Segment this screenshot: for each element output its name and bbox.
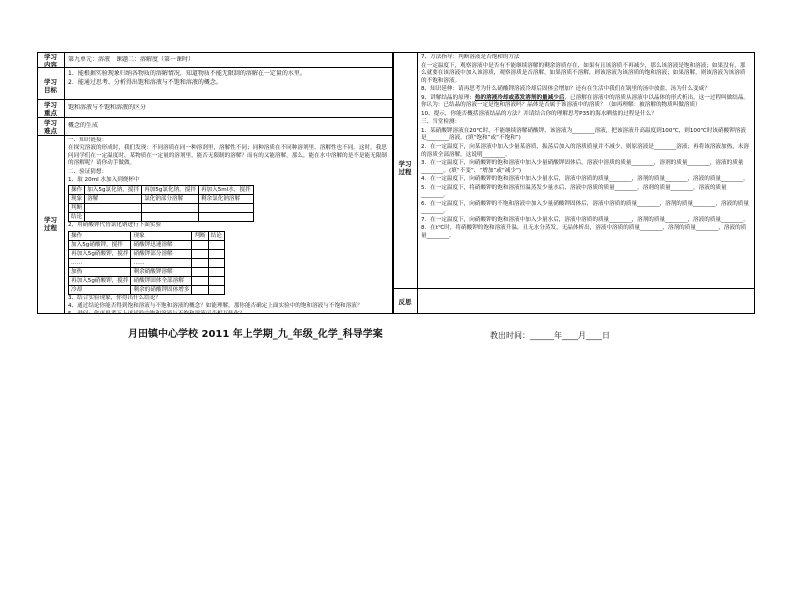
question-3: 3、结合实验现象，你得出什么结论？: [68, 294, 162, 301]
point-10: 10、提示，你能否概括溶液结晶的方法？并请结合你的理解思考P35的海水晒盐的过程是什么？: [421, 110, 657, 117]
label-reflect: 反思: [398, 298, 412, 306]
label-key: 学习 重点: [44, 101, 57, 118]
section-2-title: 二、验证猜想：: [68, 168, 108, 175]
section-1-title: 一、知识链接：: [68, 137, 108, 143]
test-5: 5．在一定温度下，将硝酸钾的饱和溶液恒温蒸发少量水后，溶液中溶质的质量________，溶剂的质量________，溶液的质量________。: [421, 184, 727, 199]
test-6: 6．在一定温度下，向硝酸钾的不饱和溶液中加入少量硝酸钾固体后，溶液中溶质的质量________，溶剂的质量________，溶液的质量________。: [421, 200, 749, 215]
point-7-title: 7、方法指导：判断溶液是否饱和的方法: [421, 54, 520, 60]
goal-1: 1．能根据实验现象归纳各物质的溶解情况，知道物质不能无限制的溶解在一定量的水里。: [68, 70, 306, 77]
experiment-1-title: 1、取 20ml 水加入到烧杯中: [68, 176, 140, 183]
point-9: 9、讲解结晶的原理：热的溶液冷却或蒸发溶剂的量减少后，已溶解在溶液中的溶质从溶液中以晶体的形式析出，这一过程叫做结晶。你认为：已结晶的溶液一定是饱和溶液吗？晶体是否属于该溶液中的溶质？（如再理解：被溶解的物质叫做溶质）: [421, 94, 750, 109]
experiment-1-table: 操作 加入5g氯化钠，搅拌 再加5g氯化钠，搅拌 再加入5ml水，搅拌 现象 溶解 氯化钠部分溶解 剩余氯化钠溶解 判断 结论: [68, 185, 254, 222]
point-7-body: 在一定温度下，观察溶液中是否有不能继续溶解的剩余溶质存在，如果有且该溶质不再减少，那么该溶液是饱和溶液；如果没有，那么就要在该溶液中加入该溶质，观察溶质是否溶解，如果溶质不溶解，则该溶液为该溶质的饱和溶液；如果溶解，则该溶液为该溶质的不饱和溶液。: [421, 62, 746, 84]
test-3: 3．在一定温度下，向硝酸钾的饱和溶液中加入少量硝酸钾固体后，溶液中溶质的质量________，溶剂的质量________，溶液的质量________。(填“不变”、“增加”或“减少”): [421, 160, 744, 174]
test-2: 2．在一定温度下，向某溶液中加入少量某溶质，振荡后加入的溶质质量并不减少，则原溶液是________溶液；再将该溶液加热，未溶的溶质全部溶解，这说明________。: [421, 144, 749, 158]
label-content: 学习 内容: [44, 53, 57, 70]
point-8: 8、知识延伸：请再思考为什么硝酸钾溶液冷却后固体会增加？还有在生活中我们在锅里的汤中放盐，汤为什么变咸？: [421, 86, 710, 93]
key-cell: 饱和溶液与不饱和溶液的区分: [68, 104, 147, 111]
test-4: 4．在一定温度下，向硝酸钾的饱和溶液中加入少量水后，溶液中溶质的质量________，溶剂的质量________，溶液的质量________。: [421, 176, 749, 183]
question-4: 4、通过结论你能否得到饱和溶液与不饱和溶液的概念？如能理解，那你能否确定上面实验中的饱和溶液与不饱和溶液？: [68, 303, 363, 309]
document-title: 月田镇中心学校 2011 年上学期_九_年级_化学_科导学案: [128, 329, 383, 340]
test-7: 7．在一定温度下，向硝酸钾的饱和溶液中加入少量水后，溶液中溶质的质量________，溶剂的质量________，溶液的质量________。: [421, 216, 749, 223]
process-cell-left: [68, 137, 390, 313]
experiment-2-title: 2、用硝酸钾代替氯化钠进行下面实验: [68, 222, 162, 229]
goal-2: 2．能通过思考、分析得出饱和溶液与不饱和溶液的概念。: [68, 79, 222, 87]
date-line: 教出时间：______年____月____日: [490, 331, 610, 340]
test-1: 1．某硝酸钾溶液在20℃时，不能继续溶解硝酸钾，该溶液为________溶液，把该溶液升高温度到100℃，则100℃时该硝酸钾溶液是________溶液。(填“饱和”或“不饱和”): [421, 127, 746, 142]
label-process-right: 学习 过程: [398, 160, 412, 177]
section-1-body: 在探究溶液的形成时，我们发现：不同溶质在同一种溶剂里，溶解性不同；同种溶质在不同种溶剂里，溶解性也不同。这时，我思问同学们在一定温度时，某物质在一定量的溶剂里，能否无限制的溶解？而有的又能溶解，那么，能在水中溶解的是不是能无限制的溶解呢？请你动手做做。: [68, 145, 387, 167]
label-process-left: 学习 过程: [44, 216, 57, 233]
section-3-title: 三、当堂检测：: [421, 119, 461, 126]
process-cell-right: [421, 54, 751, 286]
experiment-2-table: 操作 现象 判断 结论 加入5g硝酸钾，搅拌 硝酸钾迅速溶解 再加入5g硝酸钾，搅拌 硝酸钾部分溶解 …… …… 加热 剩余硝酸钾溶解 再加入5g硝酸钾，搅拌 硝酸钾固体全部溶解 冷却 剩余的硝酸钾固体增多: [68, 231, 225, 295]
question-5: [68, 311, 390, 313]
test-8: 8．在t℃时，将硝酸钾的饱和溶液升温，且无水分蒸发，无晶体析出，溶液中溶质的质量________，溶剂的质量________，溶液的质量________。: [421, 225, 747, 240]
label-goal: 学习 目标: [44, 78, 57, 95]
label-difficulty: 学习 难点: [44, 119, 57, 136]
content-cell: 第九单元：溶液 课题二：溶解度（第一课时）: [68, 56, 195, 63]
difficulty-cell: 概念的生成: [68, 122, 99, 129]
goal-cell: [68, 70, 388, 98]
